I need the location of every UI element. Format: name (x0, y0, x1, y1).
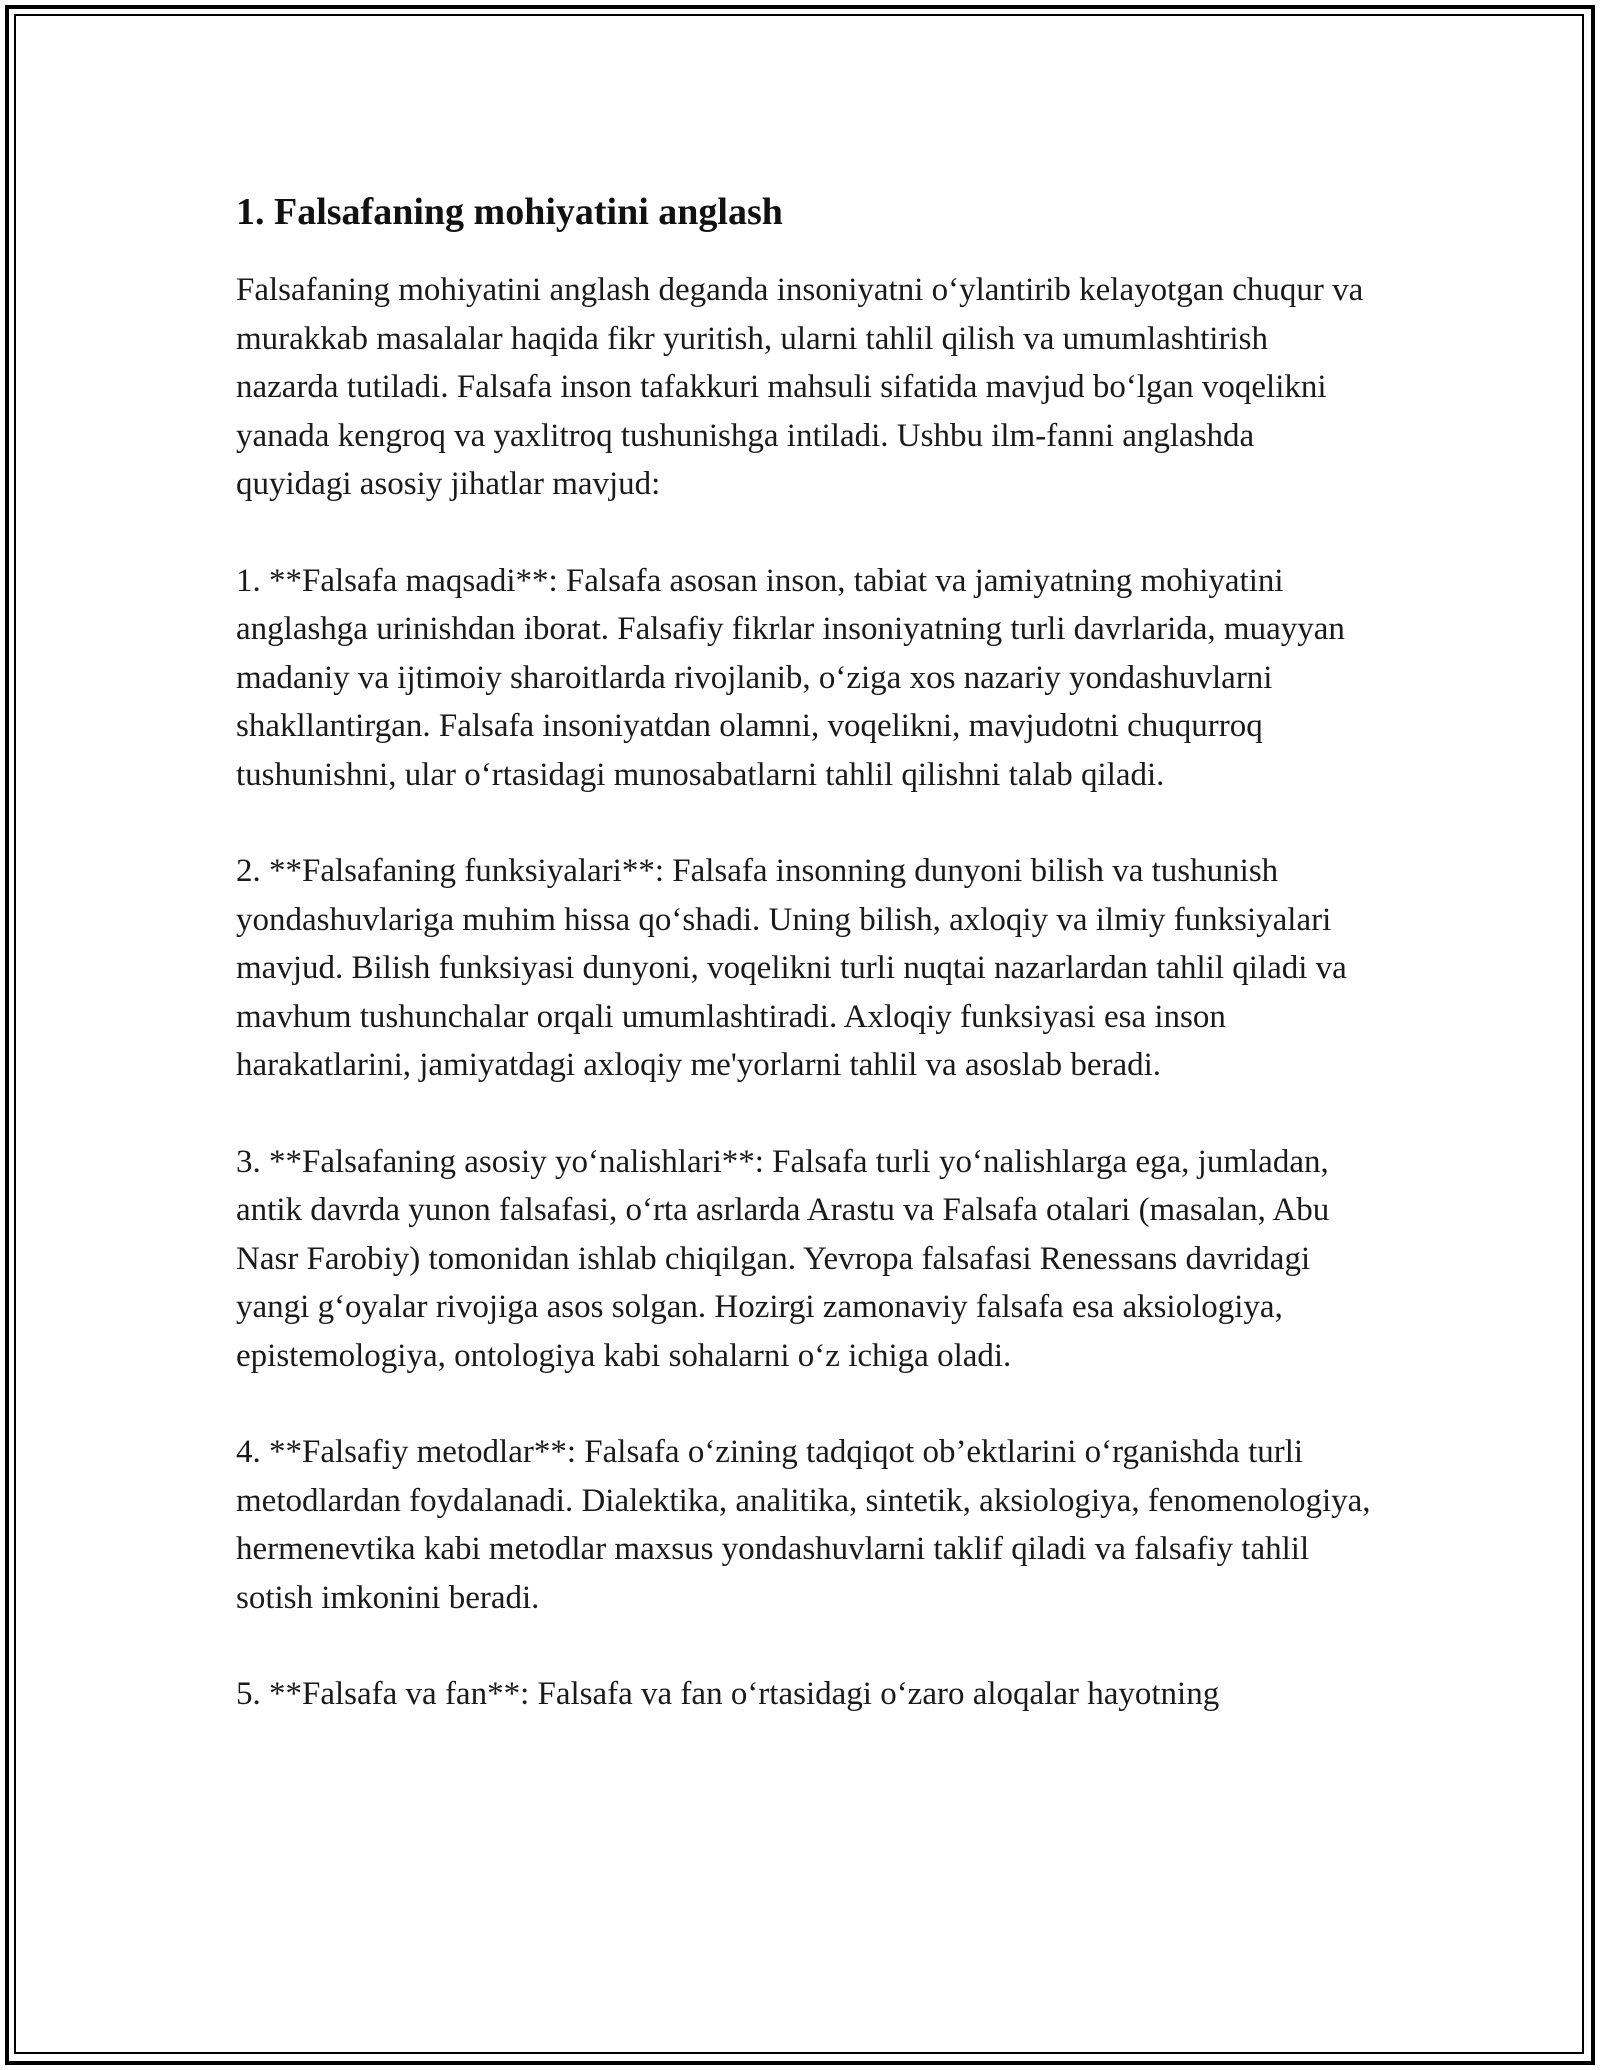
section-title: 1. Falsafaning mohiyatini anglash (236, 191, 783, 233)
document-body (236, 188, 1376, 1767)
intro-paragraph: Falsafaning mohiyatini anglash deganda insoniyatni o‘ylantirib kelayotgan chuqur va murakkab masalalar haqida fikr yuritish, ularni tahlil qilish va umumlashtirish nazarda tutiladi. Falsafa inson tafakkuri mahsuli sifatida mavjud bo‘lgan voqelikni yanada kengroq va yaxlitroq tushunishga intiladi. Ushbu ilm-fanni anglashda quyidagi asosiy jihatlar mavjud: (236, 272, 1364, 502)
list-item-falsafiy-metodlar: 4. **Falsafiy metodlar**: Falsafa o‘zining tadqiqot ob’ektlarini o‘rganishda turli metodlardan foydalanadi. Dialektika, analitika, sintetik, aksiologiya, fenomenologiya, hermenevtika kabi metodlar maxsus yondashuvlarni taklif qiladi va falsafiy tahlil sotish imkonini beradi. (236, 1434, 1371, 1616)
list-item-falsafa-maqsadi: 1. **Falsafa maqsadi**: Falsafa asosan inson, tabiat va jamiyatning mohiyatini anglashga urinishdan iborat. Falsafiy fikrlar insoniyatning turli davrlarida, muayyan madaniy va ijtimoiy sharoitlarda rivojlanib, o‘ziga xos nazariy yondashuvlarni shakllantirgan. Falsafa insoniyatdan olamni, voqelikni, mavjudotni chuqurroq tushunishni, ular o‘rtasidagi munosabatlarni tahlil qilishni talab qiladi. (236, 562, 1345, 793)
list-item-falsafa-va-fan: 5. **Falsafa va fan**: Falsafa va fan o‘rtasidagi o‘zaro aloqalar hayotning (236, 1676, 1220, 1712)
list-item-asosiy-yonalishlari: 3. **Falsafaning asosiy yo‘nalishlari**: Falsafa turli yo‘nalishlarga ega, jumladan, antik davrda yunon falsafasi, o‘rta asrlarda Arastu va Falsafa otalari (masalan, Abu Nasr Farobiy) tomonidan ishlab chiqilgan. Yevropa falsafasi Renessans davridagi yangi g‘oyalar rivojiga asos solgan. Hozirgi zamonaviy falsafa esa aksiologiya, epistemologiya, ontologiya kabi sohalarni o‘z ichiga oladi. (236, 1143, 1330, 1374)
list-item-falsafaning-funksiyalari: 2. **Falsafaning funksiyalari**: Falsafa insonning dunyoni bilish va tushunish yondashuvlariga muhim hissa qo‘shadi. Uning bilish, axloqiy va ilmiy funksiyalari mavjud. Bilish funksiyasi dunyoni, voqelikni turli nuqtai nazarlardan tahlil qiladi va mavhum tushunchalar orqali umumlashtiradi. Axloqiy funksiyasi esa inson harakatlarini, jamiyatdagi axloqiy me'yorlarni tahlil va asoslab beradi. (236, 853, 1347, 1083)
